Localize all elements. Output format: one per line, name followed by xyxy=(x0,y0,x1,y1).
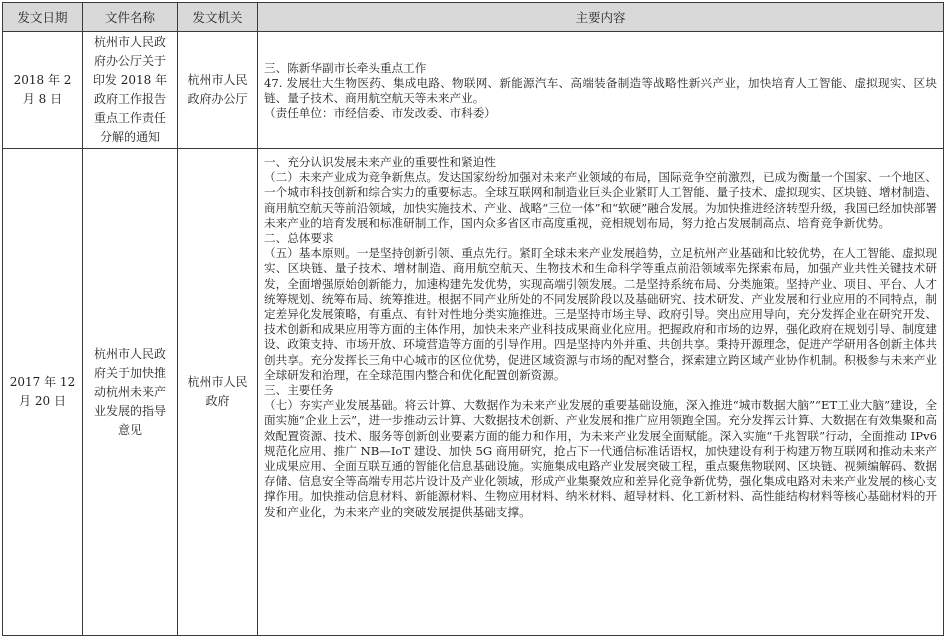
content-heading: 二、总体要求 xyxy=(264,231,334,246)
row-content xyxy=(258,32,944,149)
header-org: 发文机关 xyxy=(178,3,258,32)
table-header-row xyxy=(3,3,944,32)
content-heading: 三、主要任务 xyxy=(264,383,334,398)
row-date-text: 2017 年 12 月 20 日 xyxy=(9,375,76,408)
header-name: 文件名称 xyxy=(83,3,178,32)
policy-table xyxy=(2,2,944,636)
row-date-text: 2018 年 2 月 8 日 xyxy=(13,73,72,106)
content-heading: 三、陈新华副市长牵头重点工作 xyxy=(264,60,427,75)
row-content xyxy=(258,149,944,636)
table-row xyxy=(3,149,944,636)
row-doc-name xyxy=(83,149,178,636)
content-note: （责任单位：市经信委、市发改委、市科委） xyxy=(264,106,496,121)
row-issuer-text: 杭州市人民政府 xyxy=(187,375,248,408)
content-paragraph: 47. 发展壮大生物医药、集成电路、物联网、新能源汽车、高端装备制造等战略性新兴产业，加快培育人工智能、虚拟现实、区块链、量子技术、商用航空航天等未来产业。 xyxy=(264,75,937,105)
row-issuer xyxy=(178,32,258,149)
row-doc-name xyxy=(83,32,178,149)
header-date: 发文日期 xyxy=(3,3,83,32)
row-issuer xyxy=(178,149,258,636)
header-content: 主要内容 xyxy=(258,3,944,32)
content-heading: 一、充分认识发展未来产业的重要性和紧迫性 xyxy=(264,155,496,169)
row-date xyxy=(3,149,83,636)
content-paragraph: （二）未来产业成为竞争新焦点。发达国家纷纷加强对未来产业领域的布局，国际竞争空前激烈，已成为衡量一个国家、一个地区、一个城市科技创新和综合实力的重要标志。全球互联网和制造业巨头企业紧盯人工智能、量子技术、虚拟现实、区块链、增材制造、商用航空航天等前沿领域，加快实施技术、产业、战略“三位一体”和“软硬”融合发展。为加快推进经济转型升级，我国已经加快部署未来产业的培育发展和标准研制工作，国内众多省区市高度重视，竞相规划布局，努力抢占发展制高点、培育竞争新优势。 xyxy=(264,170,937,230)
row-date xyxy=(3,32,83,149)
row-issuer-text: 杭州市人民政府办公厅 xyxy=(187,73,248,106)
row-doc-name-text: 杭州市人民政府办公厅关于印发 2018 年政府工作报告重点工作责任分解的通知 xyxy=(92,35,168,144)
content-paragraph: （七）夯实产业发展基础。将云计算、大数据作为未来产业发展的重要基础设施，深入推进“城市数据大脑”“ET工业大脑”建设，全面实施“企业上云”，进一步推动云计算、大数据技术创新、产业发展和推广应用领跑全国。充分发挥云计算、大数据在有效集聚和高效配置资源、技术、服务等创新创业要素方面的能力和作用，为未来产业发展全面赋能。深入实施“千兆智联”行动，全面推动 IPv6 规范化应用、推广 NB—IoT 建设、加快 5G 商用研究，抢占下一代通信标准话语权，加快建设有利于构建万物互联网和推动未来产业成果应用、全面互联互通的智能化信息基础设施。实施集成电路产业发展突破工程，重点聚焦物联网、区块链、视频编解码、数据存储、信息安全等高端专用芯片设计及产业化领域，形成产业集聚效应和差异化竞争新优势，强化集成电路对未来产业发展的核心支撑作用。加快推动信息材料、新能源材料、生物应用材料、纳米材料、超导材料、化工新材料、高性能结构材料等核心基础材料的开发和产业化，为未来产业的突破发展提供基础支撑。 xyxy=(264,398,937,519)
content-paragraph: （五）基本原则。一是坚持创新引领、重点先行。紧盯全球未来产业发展趋势，立足杭州产业基础和比较优势，在人工智能、虚拟现实、区块链、量子技术、增材制造、商用航空航天、生物技术和生命科学等重点前沿领域率先探索布局，加强产业共性关键技术研发，全面增强原始创新能力，加速构建先发优势，实现高端引领发展。二是坚持系统布局、分类施策。坚持产业、项目、平台、人才统筹规划、统筹布局、统筹推进。根据不同产业所处的不同发展阶段以及基础研究、技术研发、产业发展和行业应用的不同特点，制定差异化发展策略，有重点、有针对性地分类实施推进。三是坚持市场主导、政府引导。突出应用导向，充分发挥企业在研究开发、技术创新和成果应用等方面的主体作用，加快未来产业科技成果商业化应用。把握政府和市场的边界，强化政府在规划引导、制度建设、政策支持、市场开放、环境营造等方面的引导作用。四是坚持内外并重、共创共享。秉持开源理念，促进产学研用各创新主体共创共享。充分发挥长三角中心城市的区位优势，促进区域资源与市场的配对整合，探索建立跨区域产业协作机制。积极参与未来产业全球研发和治理，在全球范围内整合和优化配置创新资源。 xyxy=(264,246,937,382)
table-row xyxy=(3,32,944,149)
row-doc-name-text: 杭州市人民政府关于加快推动杭州未来产业发展的指导意见 xyxy=(93,346,166,437)
